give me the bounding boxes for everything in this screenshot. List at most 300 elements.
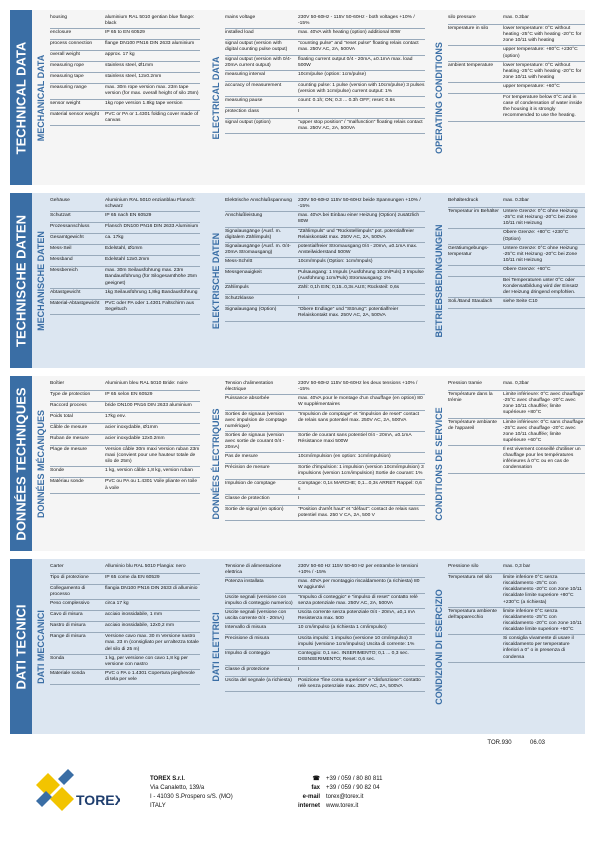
spec-value: 1kg Seilausführung 1,8kg Bandausführung [105, 289, 198, 295]
spec-key [448, 47, 503, 59]
spec-key: Impulso di conteggio [225, 651, 270, 657]
spec-value: max. 40VA bei Einbau einer Heizung (Option) zusätzlich 80W [298, 213, 420, 225]
spec-value: IP 65 to EN 60529 [105, 30, 145, 36]
spec-row [50, 585, 200, 600]
spec-key: temperature in silo [448, 26, 489, 31]
spec-row [225, 306, 425, 321]
spec-row [448, 563, 585, 574]
address-country: ITALY [150, 803, 166, 809]
spec-key: silo pressure [448, 15, 476, 20]
spec-column [50, 14, 200, 126]
spec-value: I [298, 109, 300, 114]
spec-value: max. 40VA with heating (option) additional 80W [298, 30, 401, 36]
subsection-label-text: ELECTRICAL DATA [211, 56, 221, 139]
spec-value: Versione cavo max. 30 m Versione nastro max. 23 m (consigliato per un'altezza totale del silo di 25 m) [105, 634, 199, 652]
spec-key: Signalausgänge (Ausf. m. 0/4-20mA Stromausgang) [225, 243, 291, 255]
code-text: TOR.930 [487, 740, 512, 746]
spec-key: Mess-Seil [50, 246, 72, 252]
spec-value: Zähl: 0,1h EIN; 0,15..0,3s AUS; Rücksteil: 0,6s [298, 285, 400, 291]
spec-row [225, 29, 425, 40]
spec-value: Uscita impulsi: 1 impulso (versione 10 cm/impulso) 3 impulsi (versione 1cm/impulso) Uscita di corrente: 1% [298, 636, 415, 648]
subsection-label [208, 376, 224, 551]
spec-row [50, 267, 200, 288]
spec-row [50, 478, 200, 493]
subsection-label [208, 559, 224, 734]
subsection-label [431, 193, 447, 368]
subsection-label-text: OPERATING CONDITIONS [434, 41, 444, 154]
spec-value: max. 0,3 bar [503, 564, 531, 569]
spec-row [448, 83, 585, 94]
spec-value: max. 0,3bar [503, 381, 529, 386]
spec-key: Messband [50, 257, 73, 263]
spec-value: Obere Grenze: +60°C [503, 267, 551, 272]
spec-row [50, 256, 200, 267]
spec-row [50, 73, 200, 84]
spec-key: Tension d'alimentation électrique [225, 381, 274, 393]
spec-value: 10 cm/impulso (a richiesta 1 cm/impulso) [298, 625, 387, 630]
section-title-bar [10, 10, 32, 185]
spec-value: Pulsausgang: 1 Impuls (Ausführung 10cm/Puls) 3 Impulse (Ausführung 1cm/Puls) Stromausgang: 1% [298, 270, 424, 282]
spec-value: 1 kg, version câble 1,8 kg, version ruban [105, 468, 193, 474]
spec-key: Température ambiante de l'appareil [448, 419, 497, 431]
spec-key: Collegamento di processo [50, 586, 86, 598]
spec-value: limite inferiore 0°C senza riscaldamento -25°C con riscaldamento -20°C con zone 10/11 riscaldate limite superiore +80°C +230°C (a richiesta) [503, 575, 582, 605]
section-title: DATI TECNICI [13, 604, 29, 689]
spec-value: 230V 50-60Hz 115V 50-60Hz beide Spannungen +10% / -15% [298, 198, 421, 210]
spec-value: Si consiglia vivamente di usare il riscaldamento per temperature inferiori a 0° o in presenza di condensa [503, 636, 574, 660]
spec-key: Schutzklasse [225, 296, 254, 302]
torex-logo [30, 765, 120, 825]
spec-row [448, 277, 585, 298]
spec-value: upper temperature: +60°C [503, 84, 560, 89]
spec-row [50, 234, 200, 245]
spec-key: Potenza installata [225, 579, 264, 585]
spec-value: "Position d'arrêt haut" et "défaut": contact de relais sans potentiel max. 250 V CA, 2A, 500 V [298, 506, 419, 518]
spec-key: Temperatur im Behälter [448, 209, 499, 214]
subsection-label-text: ELEKTRISCHE DATEN [211, 232, 221, 329]
subsection-label-text: CONDIZIONI DI ESERCIZIO [434, 588, 444, 705]
spec-value: 230V 50-60 Hz 115V 50-60 Hz per entrambe le tensioni +10% / -15% [298, 564, 419, 576]
spec-row [225, 395, 425, 410]
section-title-bar [10, 193, 32, 368]
spec-row [50, 100, 200, 111]
spec-key: Précision de mesure [225, 465, 270, 471]
datasheet-section [10, 559, 585, 734]
datasheet-section [10, 376, 585, 551]
document-code [487, 740, 545, 746]
spec-key: Schutzart [50, 213, 71, 219]
spec-value: Obere Grenze: +80°C +230°C (Option) [503, 230, 569, 242]
address-line-1: Via Canaletto, 139/a [150, 785, 205, 791]
spec-row [50, 111, 200, 126]
spec-value: Conteggio: 0,1 sec. INSERIMENTO; 0,1 ... 0,3 sec. DISINSERIMENTO; Reset: 0,6 sec. [298, 651, 409, 663]
email-label: e-mail [302, 794, 320, 800]
internet-label: internet [297, 803, 320, 809]
spec-row [448, 14, 585, 25]
spec-value: Alluminio blu RAL 5010 Flangia: nero [105, 564, 186, 569]
spec-row [225, 635, 425, 650]
spec-value: Posizione "fine corsa superiore" e "disfunzione": contatto relè senza potenziale max. 250V AC, 2A, 500VA [298, 677, 421, 689]
spec-key: Mess-Schritt [225, 259, 253, 264]
spec-row [50, 402, 200, 413]
spec-row [50, 14, 200, 29]
spec-value: 1kg rope version 1.8kg tape version [105, 100, 183, 106]
spec-key: Signalausgänge (Ausf. m. digitalem Zählimpuls) [225, 228, 282, 240]
spec-value: Aluminium RAL 5010 enzianblau Flansch: schwarz [105, 198, 196, 210]
spec-row [50, 655, 200, 670]
spec-row [225, 380, 425, 395]
spec-value: stainless steel, Ø1mm [105, 63, 154, 69]
spec-row [448, 46, 585, 61]
spec-key [448, 278, 503, 296]
spec-column [50, 380, 200, 494]
spec-value: count: 0.1h; ON; 0.3 ... 0.3h OFF; reset: 0.6s [298, 98, 395, 103]
subsection-label [33, 10, 49, 185]
spec-value: max. 40VA pour le montage d'un chauffage (en option) 80 W supplémentaires [298, 396, 423, 408]
spec-row [225, 666, 425, 677]
spec-row [448, 298, 585, 309]
spec-value: acier inoxydable 12x0.2mm [105, 436, 165, 441]
spec-row [50, 84, 200, 99]
spec-key: Gerätiumgebungs-temperatur [448, 245, 489, 257]
spec-column [448, 380, 585, 474]
spec-key: Anschlußleistung [225, 213, 263, 219]
spec-value: aluminium RAL 5010 gentian blue flange: black [105, 15, 195, 27]
spec-row [225, 212, 425, 227]
spec-key: Pression tramie [448, 381, 482, 386]
spec-key: signal output (version with 0/4-20mA current output) [225, 56, 292, 68]
spec-key: Cavo di misura [50, 612, 83, 618]
spec-value: limite inferiore 0°C senza riscaldamento -25°C con riscaldamento -20°C con zone 10/11 riscaldate limite superiore +60°C [503, 608, 582, 632]
spec-value: lower temperature: 0°C without heating -25°C with heating -20°C for zone 10/11 with heating [503, 26, 582, 44]
spec-column [50, 563, 200, 685]
spec-row [50, 600, 200, 611]
spec-row [448, 380, 585, 391]
spec-value: 1 kg, per versione con cavo 1,8 kg per versione con nastro [105, 655, 188, 667]
spec-key: Temperatura nel silo [448, 575, 493, 580]
spec-key: Pressione silo [448, 564, 479, 569]
spec-key: Uscite segnali (versione con uscita corrente 0/4 - 20mA) [225, 609, 287, 621]
spec-value: max. 0.3bar [503, 15, 529, 20]
footer [10, 740, 585, 830]
spec-key: Puissance absorbée [225, 396, 270, 402]
spec-key: Nastro di misura [50, 623, 86, 629]
spec-row [448, 208, 585, 229]
spec-value: I [298, 495, 300, 501]
tel-number: +39 / 059 / 80 80 811 [326, 776, 383, 782]
spec-row [448, 62, 585, 83]
spec-value: Edelstahl, Ø1mm [105, 246, 143, 252]
spec-row [225, 464, 425, 479]
spec-row [225, 453, 425, 464]
subsection-label [431, 376, 447, 551]
spec-value: "Impulso di conteggio" e "impulso di reset" contatto relè senza potenziale max. 250V AC, 2A, 500VA [298, 594, 418, 606]
spec-value: flange DN100 PN16 DIN 2633 aluminium [105, 41, 195, 47]
spec-row [50, 446, 200, 467]
spec-key [448, 447, 503, 472]
spec-key: Tensione di alimentazione elettrica [225, 564, 282, 576]
spec-row [225, 14, 425, 29]
spec-row [225, 82, 425, 97]
spec-row [225, 119, 425, 134]
spec-value: lower temperature: 0°C without heating -25°C with heating -20°C for zone 10/11 with heating [503, 62, 582, 80]
spec-key: Impulsion de comptage [225, 480, 276, 486]
spec-key: Plage de mesure [50, 447, 87, 452]
fax-label: fax [311, 785, 320, 791]
spec-column [50, 197, 200, 315]
spec-row [50, 40, 200, 51]
subsection-label [33, 559, 49, 734]
spec-key: Gehäuse [50, 198, 70, 203]
spec-key: Carter [50, 564, 64, 569]
spec-key [448, 95, 503, 120]
contact-info [280, 775, 382, 811]
spec-row [50, 245, 200, 256]
spec-key: Sonde [50, 468, 65, 474]
spec-value: Il est vivement conseillé d'utiliser un chauffage pour les températures inférieures à 0°C ou en cas de condensation [503, 447, 581, 471]
spec-row [50, 467, 200, 478]
spec-value: I [298, 296, 300, 302]
spec-value: 230V 50-60Hz 115V 50-60Hz les deux tensions +10% / -15% [298, 381, 418, 393]
spec-row [50, 29, 200, 40]
spec-value: 10cm/Impuls (Option: 1cm/Impuls) [298, 259, 373, 264]
spec-key: process connection [50, 41, 93, 47]
spec-row [448, 391, 585, 419]
spec-value: Uscita corrente senza potenziale 0/4 - 20mA, ±0,1 mA Resistenza max. 500 [298, 609, 415, 621]
spec-row [225, 411, 425, 432]
spec-key: measuring range [50, 85, 87, 91]
subsection-label-text: DONNÉES MÉCANIQUES [36, 409, 46, 518]
spec-row [448, 197, 585, 208]
spec-value: upper temperature: +80°C +230°C (option) [503, 47, 578, 59]
subsection-label [431, 10, 447, 185]
spec-row [225, 295, 425, 306]
spec-key [448, 636, 503, 661]
spec-value: "Obere Endlage" und "Störung": potentialfreier Relaiskontakt max. 250V AC, 2A, 500VA [298, 307, 399, 319]
email-link[interactable]: torex@torex.it [326, 794, 364, 800]
spec-key: Température dans la trémie [448, 392, 493, 404]
spec-value: "Zählimpuls" und "Rückstellimpuls" pot. potentialfreier Relaiskontakt max. 250V AC, 2A, 500VA [298, 228, 414, 240]
spec-value: max. 30m rope version max. 23m tape version (for max. overall height of silo 25m) [105, 85, 199, 97]
spec-row [225, 578, 425, 593]
spec-key: Poids total [50, 414, 73, 419]
spec-row [50, 622, 200, 633]
spec-row [225, 228, 425, 243]
spec-column [225, 380, 425, 521]
spec-value: acciaio inossidabile, 12x0,2 mm [105, 623, 175, 629]
spec-value: max. 0.3bar [503, 198, 529, 203]
spec-row [225, 258, 425, 269]
spec-key: accuracy of measurement [225, 82, 282, 88]
subsection-label-text: MECHANICAL DATA [36, 54, 46, 141]
spec-value: Untere Grenze: 0°C ohne Heizung -25°C mit Heizung -20°C bei Zone 10/11 mit Heizung [503, 245, 578, 263]
spec-value: Sortie d'impulsion: 1 impulsion (version 10cm/impulsion) 3 impulsions (version 1cm/impulsion) Sortie de courant: 1% [298, 465, 424, 477]
spec-row [448, 446, 585, 474]
spec-row [50, 670, 200, 685]
spec-value: Bei Temperaturen unter 0°C oder Kondensatbildung wird der Einsatz der Heizung dringend empfohlen. [503, 278, 579, 296]
spec-row [448, 266, 585, 277]
spec-row [50, 611, 200, 622]
spec-row [225, 594, 425, 609]
spec-value: stainless steel, 12x0.2mm [105, 74, 162, 80]
spec-value: Edelstahl 12x0.2mm [105, 257, 150, 263]
spec-key: Sorties de signaux (version avec impulsion de comptage numérique) [225, 411, 287, 429]
website-link[interactable]: www.torex.it [326, 803, 359, 809]
spec-key: measuring interval [225, 71, 265, 77]
spec-value: "upper stop position" / "malfunction" floating relais contact max. 250V AC, 2A, 500VA [298, 120, 423, 132]
logo-wordmark: TOREX [76, 792, 120, 808]
spec-column [225, 197, 425, 322]
spec-key: Sonda [50, 655, 65, 661]
spec-key: mains voltage [225, 15, 256, 20]
spec-value: PVC oder PA oder 1.4301 Faltschirm aus Segeltuch [105, 300, 195, 312]
spec-value: bride DN100 PN16 DIN 2633 aluminium [105, 403, 192, 408]
spec-value: Comptage: 0,1s MARCHE; 0,1...0,3s ARRET Rappel: 0,6 s [298, 480, 422, 492]
spec-row [225, 97, 425, 108]
spec-row [50, 413, 200, 424]
spec-key: Tipo di protezione [50, 575, 89, 580]
spec-key: Elektrische Anschlußspannung [225, 198, 292, 203]
subsection-label-text: DONNÉES ÉLECTRIQUES [211, 407, 221, 520]
spec-value: For temperature below 0°C and in case of condensation of water inside the housing it is strongly recommended to use the heating. [503, 95, 583, 119]
tel-icon: ☎ [312, 776, 320, 782]
spec-row [448, 94, 585, 122]
spec-value: "counting pulse" and "reset pulse" floating relais contact max. 250V AC, 2A, 500VA [298, 41, 419, 53]
spec-key: ambient temperature [448, 62, 494, 68]
spec-key: Sorties de signaux (version avec sortie de courant 0/4 - 20mA) [225, 432, 285, 451]
spec-key: material sensor weight [50, 111, 99, 117]
spec-key: Peso complessivo [50, 601, 90, 607]
spec-row [225, 197, 425, 212]
spec-row [225, 432, 425, 453]
spec-key: Raccord process [50, 403, 87, 408]
spec-row [225, 284, 425, 295]
spec-key: enclosure [50, 30, 72, 36]
spec-column [448, 197, 585, 309]
spec-row [448, 635, 585, 663]
spec-row [50, 62, 200, 73]
spec-value: Sortie de courant sans potentiel 0/4 - 20mA, ±0.1mA Résistance maxi 500W [298, 432, 412, 444]
spec-key: Materiale sonda [50, 670, 85, 676]
spec-value: siehe Seite C10 [503, 299, 538, 305]
fax-number: +39 / 059 / 90 82 04 [326, 785, 380, 791]
spec-key: Soli./Band Staudach [448, 299, 493, 305]
subsection-label [33, 376, 49, 551]
company-address [150, 775, 233, 811]
spec-value: potentialfreier Stromausgang 0/4 - 20mA, ±0.1mA max. Ansteilwiderstand 500W [298, 243, 418, 255]
subsection-label [208, 10, 224, 185]
spec-key [448, 84, 503, 92]
spec-value: Version câble 30m maxi Version ruban 23m maxi (convient pour une hauteur totale de silo de 25m) [105, 447, 200, 465]
spec-value: 10cm/pulse (option: 1cm/pulse) [298, 71, 366, 77]
spec-key: Uscita del segnale (a richiesta) [225, 677, 292, 683]
subsection-label-text: DATI ELETTRICI [211, 611, 221, 682]
spec-row [225, 71, 425, 82]
spec-key: Range di misura [50, 634, 86, 640]
spec-row [225, 480, 425, 495]
date-text: 06.03 [529, 740, 545, 746]
spec-row [50, 380, 200, 391]
spec-key: Messbereich [50, 268, 78, 274]
spec-key: Matériau sonde [50, 479, 84, 485]
spec-row [225, 609, 425, 624]
spec-key: Classe di protezione [225, 666, 270, 672]
spec-key: Abtastgewicht [50, 289, 81, 295]
spec-row [225, 108, 425, 119]
spec-row [50, 391, 200, 402]
spec-value: 230V 50-60Hz - 115V 50-60Hz - both voltages +10% / -15% [298, 15, 415, 27]
section-title: TECHNISCHE DATEN [13, 214, 29, 347]
spec-key: Pas de mesure [225, 454, 258, 460]
spec-key: Temperatura ambiente dell'apparecchio [448, 608, 497, 620]
datasheet-page [10, 10, 585, 742]
spec-key: measuring tape [50, 74, 84, 80]
spec-row [225, 624, 425, 635]
spec-value: IP 65 selon EN 60529 [105, 392, 153, 397]
spec-value: Flansch DN100 PN16 DIN 2633 Aluminium [105, 224, 199, 230]
spec-row [225, 563, 425, 578]
spec-value: Limite inférieure: 0°C avec chauffage -25°C avec chauffage -20°C avec zone 10/11 chauffée; limite supérieure +80°C [503, 392, 584, 416]
spec-value: Aluminium bleu RAL 5010 Bride: noire [105, 381, 188, 386]
spec-row [448, 574, 585, 608]
spec-value: I [298, 666, 300, 672]
spec-value: counting pulse: 1 pulse (version with 10cm/pulse) 3 pulses (version with 1cm/pulse) current output: 1% [298, 82, 425, 94]
spec-key: measuring pause [225, 98, 263, 103]
spec-column [448, 563, 585, 663]
spec-row [448, 25, 585, 46]
spec-value: 10cm/impulsion (en option: 1cm/impulsion) [298, 454, 391, 460]
spec-key: housing [50, 15, 68, 20]
spec-key: Zählimpuls [225, 285, 249, 291]
spec-row [225, 650, 425, 665]
spec-key: measuring rope [50, 63, 84, 69]
spec-row [50, 197, 200, 212]
subsection-label-text: MECHANISCHE DATEN [36, 230, 46, 331]
spec-row [225, 243, 425, 258]
spec-value: PVC or PA or 1.4301 folding cover made of canvas [105, 111, 199, 123]
spec-row [448, 419, 585, 447]
spec-value: max. 40VA per montaggio riscaldamento (a richiesta) 80 W aggiuntivi [298, 579, 420, 591]
subsection-label [208, 193, 224, 368]
spec-key: Gesamtgewicht [50, 235, 84, 241]
spec-key: Boîtier [50, 381, 65, 386]
section-title: DONNÉES TECHNIQUES [13, 386, 29, 541]
spec-value: Limite inférieure: 0°C sans chauffage -25°C avec chauffage -20°C avec zone 10/11 chauffée; limite supérieure +60°C [503, 419, 584, 443]
spec-key: Uscite segnali (versione con impulso di conteggio numerico) [225, 594, 293, 606]
spec-row [225, 677, 425, 692]
spec-value: circa 17 kg [105, 601, 129, 607]
spec-row [225, 40, 425, 55]
subsection-label [33, 193, 49, 368]
spec-key: Precisione di misura [225, 636, 270, 641]
spec-value: ca. 17kg [105, 235, 124, 241]
spec-value: max. 30m Seilausführung max. 23m Bandausführung (für Silogesamthöhe 25m geeignet) [105, 268, 197, 286]
spec-column [448, 14, 585, 122]
spec-value: 17kg env. [105, 414, 126, 419]
spec-row [50, 633, 200, 654]
spec-value: IP 65 nach EN 60529 [105, 213, 152, 219]
spec-row [225, 269, 425, 284]
spec-key: signal output (option) [225, 120, 271, 125]
spec-column [225, 563, 425, 692]
spec-value: acier inoxydable, Ø1mm [105, 425, 158, 430]
section-title-bar [10, 376, 32, 551]
spec-value: flangia DN100 PN16 DIN 2633 di alluminio [105, 586, 198, 591]
spec-value: "Impulsion de comptage" et "impulsion de reset" contact de relais sans potentiel max. 250V AC, 2A, 500VA [298, 411, 420, 423]
spec-key: installed load [225, 30, 254, 36]
spec-row [448, 229, 585, 244]
spec-value: approx. 17 kg [105, 52, 135, 58]
